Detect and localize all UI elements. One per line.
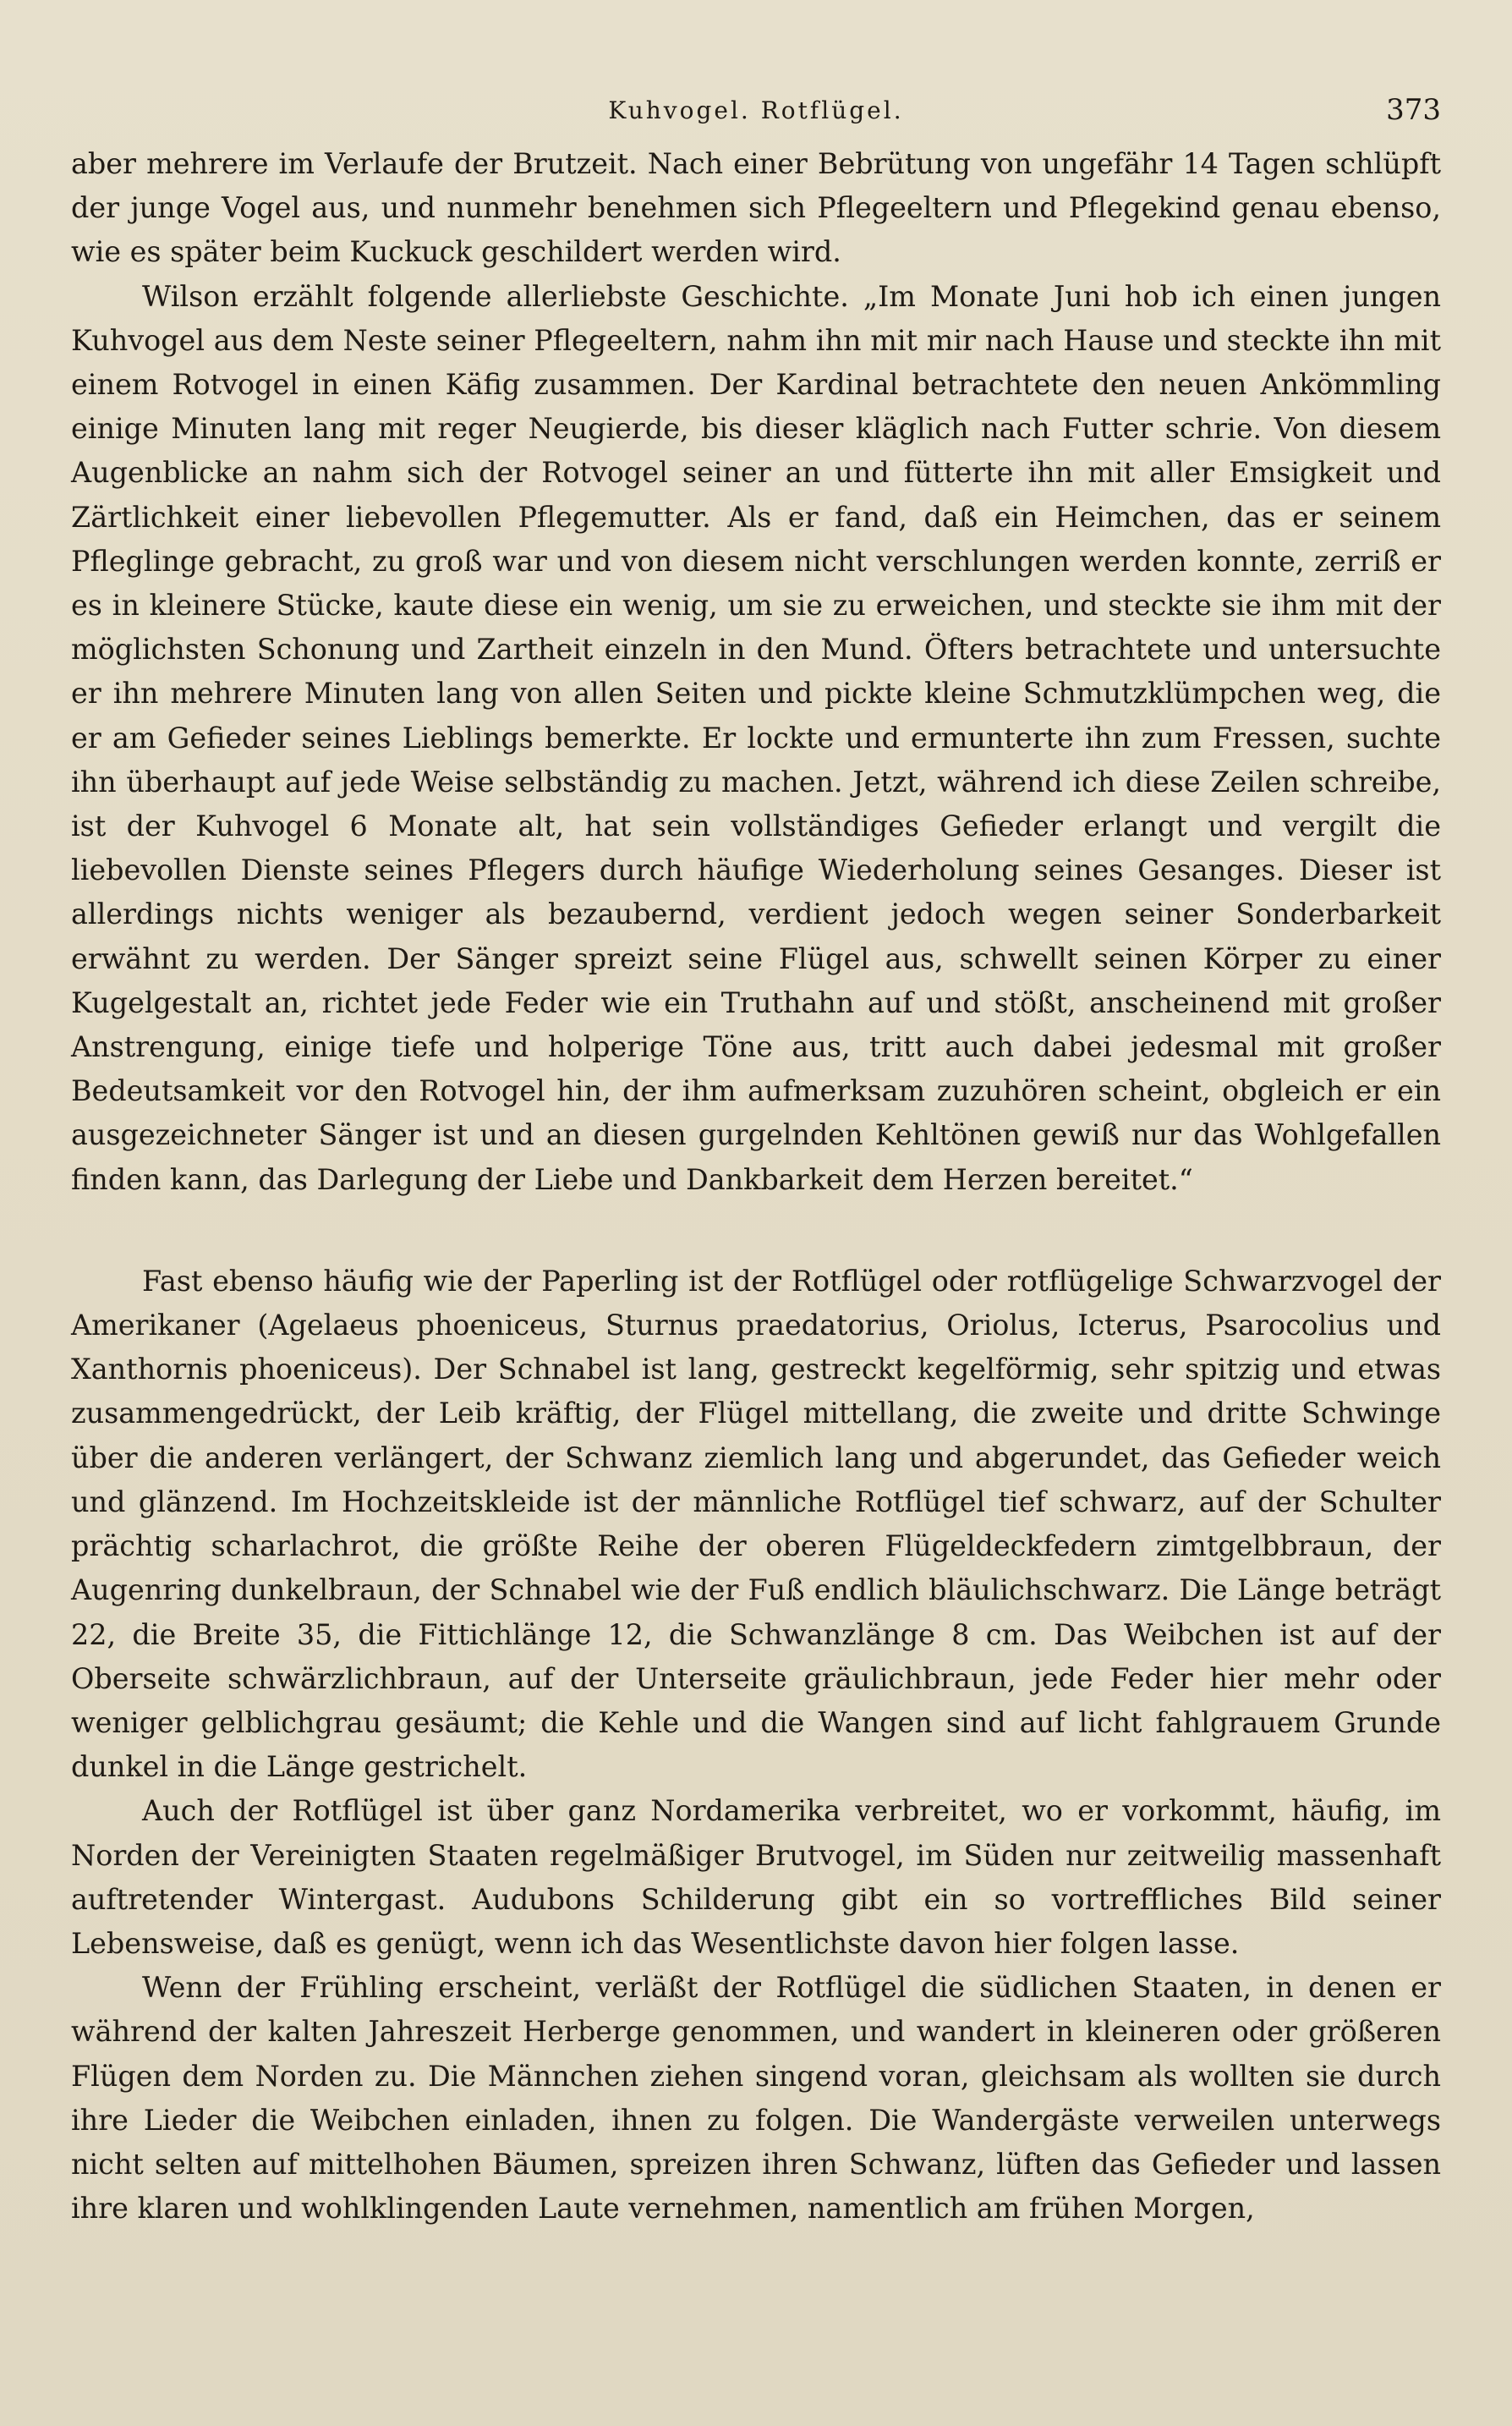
paragraph-distribution: Auch der Rotflügel ist über ganz Nordamerika verbreitet, wo er vorkommt, häufig, im Norden der Vereinigten Staaten regelmäßiger Brutvogel, im Süden nur zeitweilig massenhaft auftretender Wintergast. Audubons Schilderung gibt ein so vortreffliches Bild seiner Lebensweise, daß es genügt, wenn ich das Wesentlichste davon hier folgen lasse. — [71, 1794, 1441, 1960]
paragraph-wilson-story: Wilson erzählt folgende allerliebste Geschichte. „Im Monate Juni hob ich einen jungen Kuhvogel aus dem Neste seiner Pflegeeltern, nahm ihn mit mir nach Hause und steckte ihn mit einem Rotvogel in einen Käfig zusammen. Der Kardinal betrachtete den neuen Ankömmling einige Minuten lang mit reger Neugierde, bis dieser kläglich nach Futter schrie. Von diesem Augenblicke an nahm sich der Rotvogel seiner an und fütterte ihn mit aller Emsigkeit und Zärtlichkeit einer liebevollen Pflegemutter. Als er fand, daß ein Heimchen, das er seinem Pfleglinge gebracht, zu groß war und von diesem nicht verschlungen werden konnte, zerriß er es in kleinere Stücke, kaute diese ein wenig, um sie zu erweichen, und steckte sie ihm mit der möglichsten Schonung und Zartheit einzeln in den Mund. Öfters betrachtete und untersuchte er ihn mehrere Minuten lang von allen Seiten und pickte kleine Schmutzklümpchen weg, die er am Gefieder seines Lieblings bemerkte. Er lockte und ermunterte ihn zum Fressen, suchte ihn überhaupt auf jede Weise selbständig zu machen. Jetzt, während ich diese Zeilen schreibe, ist der Kuhvogel 6 Monate alt, hat sein vollständiges Gefieder erlangt und vergilt die liebevollen Dienste seines Pflegers durch häufige Wiederholung seines Gesanges. Dieser ist allerdings nichts weniger als bezaubernd, verdient jedoch wegen seiner Sonderbarkeit erwähnt zu werden. Der Sänger spreizt seine Flügel aus, schwellt seinen Körper zu einer Kugelgestalt an, richtet jede Feder wie ein Truthahn auf und stößt, anscheinend mit großer Anstrengung, einige tiefe und holperige Töne aus, tritt auch dabei jedesmal mit großer Bedeutsamkeit vor den Rotvogel hin, der ihm aufmerksam zuzuhören scheint, obgleich er ein ausgezeichneter Sänger ist und an diesen gurgelnden Kehltönen gewiß nur das Wohlgefallen finden kann, das Darlegung der Liebe und Dankbarkeit dem Herzen bereitet.“ — [71, 279, 1441, 1196]
paragraph-migration: Wenn der Frühling erscheint, verläßt der Rotflügel die südlichen Staaten, in denen er während der kalten Jahreszeit Herberge genommen, und wandert in kleineren oder größeren Flügen dem Norden zu. Die Männchen ziehen singend voran, gleichsam als wollten sie durch ihre Lieder die Weibchen einladen, ihnen zu folgen. Die Wandergäste verweilen unterwegs nicht selten auf mittelhohen Bäumen, spreizen ihren Schwanz, lüften das Gefieder und lassen ihre klaren und wohlklingenden Laute vernehmen, namentlich am frühen Morgen, — [71, 1971, 1441, 2226]
section-gap — [71, 1202, 1441, 1260]
running-head — [71, 88, 1441, 134]
body-text — [71, 142, 1441, 2231]
page-number: 373 — [1386, 93, 1441, 127]
paragraph-continuation: aber mehrere im Verlaufe der Brutzeit. Nach einer Bebrütung von ungefähr 14 Tagen schlüpft der junge Vogel aus, und nunmehr benehmen sich Pflegeeltern und Pflegekind genau ebenso, wie es später beim Kuckuck geschildert werden wird. — [71, 147, 1441, 269]
running-title: Kuhvogel. Rotflügel. — [608, 96, 904, 124]
paragraph-rotfluegel-description: Fast ebenso häufig wie der Paperling ist der Rotflügel oder rotflügelige Schwarzvogel der Amerikaner (Agelaeus phoeniceus, Sturnus praedatorius, Oriolus, Icterus, Psarocolius und Xanthornis phoeniceus). Der Schnabel ist lang, gestreckt kegelförmig, sehr spitzig und etwas zusammengedrückt, der Leib kräftig, der Flügel mittellang, die zweite und dritte Schwinge über die anderen verlängert, der Schwanz ziemlich lang und abgerundet, das Gefieder weich und glänzend. Im Hochzeitskleide ist der männliche Rotflügel tief schwarz, auf der Schulter prächtig scharlachrot, die größte Reihe der oberen Flügeldeckfedern zimtgelbbraun, der Augenring dunkelbraun, der Schnabel wie der Fuß endlich bläulichschwarz. Die Länge beträgt 22, die Breite 35, die Fittichlänge 12, die Schwanzlänge 8 cm. Das Weibchen ist auf der Oberseite schwärzlichbraun, auf der Unterseite gräulichbraun, jede Feder hier mehr oder weniger gelblichgrau gesäumt; die Kehle und die Wangen sind auf licht fahlgrauem Grunde dunkel in die Länge gestrichelt. — [71, 1264, 1441, 1784]
